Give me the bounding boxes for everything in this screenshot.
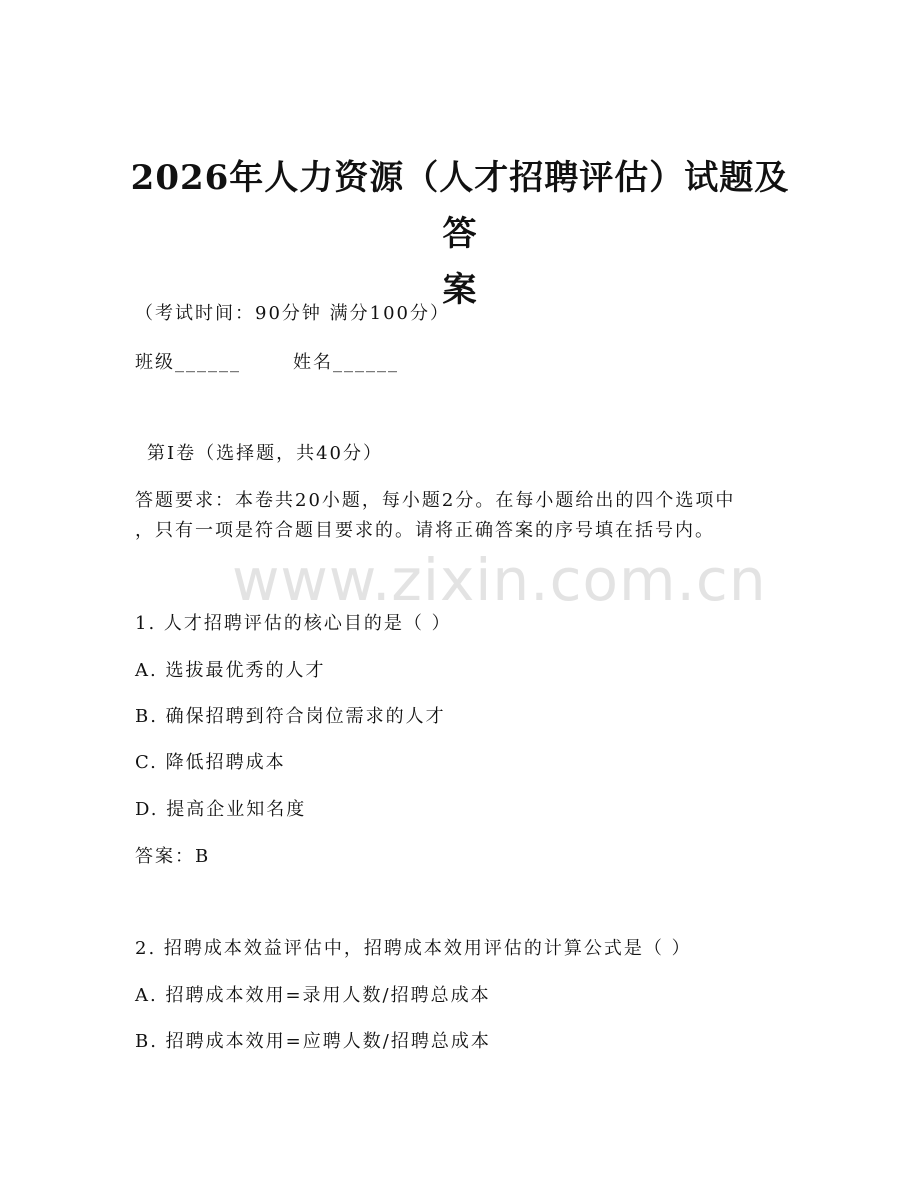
- student-info-row: [135, 351, 399, 375]
- name-field-label: 姓名______: [293, 352, 399, 373]
- question-1-option-a: A. 选拔最优秀的人才: [135, 660, 326, 681]
- document-title: [120, 150, 800, 318]
- section-title: 第I卷（选择题，共40分）: [147, 443, 384, 464]
- question-1-answer: 答案：B: [135, 846, 211, 867]
- exam-info: （考试时间：90分钟 满分100分）: [135, 303, 450, 324]
- question-2-stem: 2. 招聘成本效益评估中，招聘成本效用评估的计算公式是（ ）: [135, 938, 692, 959]
- title-line-2: 案: [442, 270, 478, 310]
- instructions-line-1: 答题要求：本卷共20小题，每小题2分。在每小题给出的四个选项中: [135, 490, 736, 511]
- question-1-option-c: C. 降低招聘成本: [135, 752, 286, 773]
- class-field-label: 班级______: [135, 352, 241, 373]
- question-1-option-b: B. 确保招聘到符合岗位需求的人才: [135, 706, 446, 727]
- question-2-option-b: B. 招聘成本效用=应聘人数/招聘总成本: [135, 1031, 491, 1052]
- title-line-1: 2026年人力资源（人才招聘评估）试题及答: [130, 158, 790, 254]
- question-1-option-d: D. 提高企业知名度: [135, 799, 307, 820]
- watermark: www.zixin.com.cn: [232, 546, 767, 614]
- question-1-stem: 1. 人才招聘评估的核心目的是（ ）: [135, 613, 452, 634]
- instructions-line-2: ，只有一项是符合题目要求的。请将正确答案的序号填在括号内。: [135, 520, 715, 541]
- question-2-option-a: A. 招聘成本效用=录用人数/招聘总成本: [135, 985, 491, 1006]
